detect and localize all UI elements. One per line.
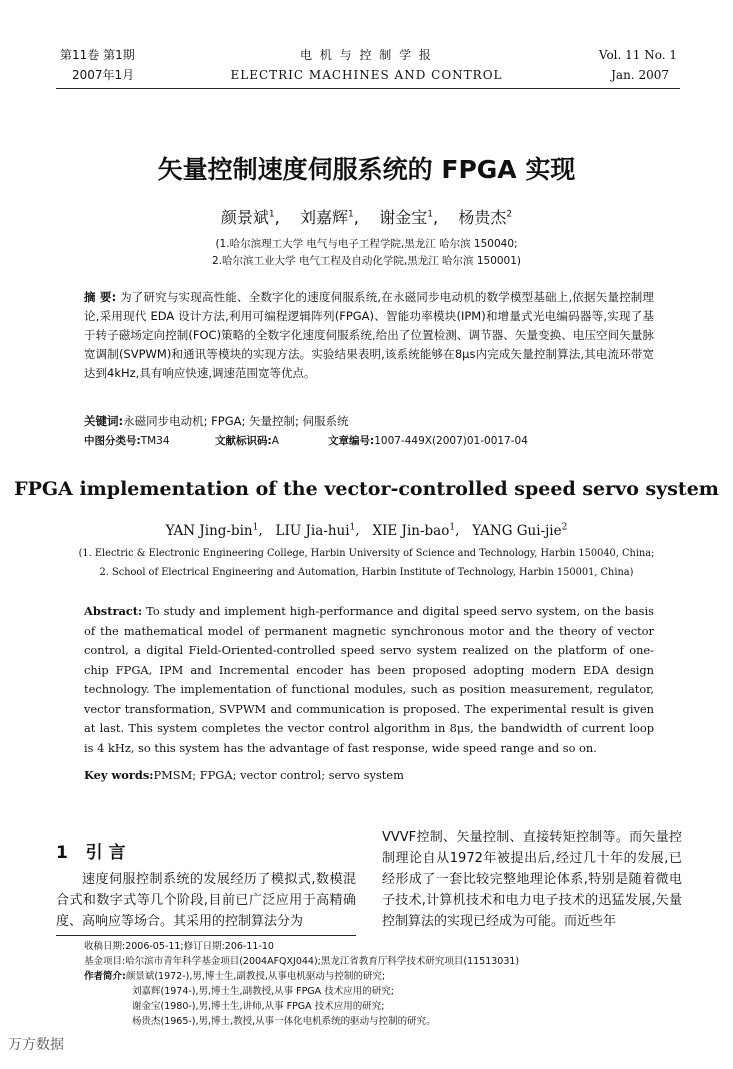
keywords-cn: 关键词:永磁同步电动机; FPGA; 矢量控制; 伺服系统 xyxy=(84,414,349,428)
author-en-4: YANG Gui-jie$^2$ xyxy=(472,522,568,539)
abstract-en-label: Abstract: xyxy=(84,604,143,618)
author-cn-3: 谢金宝$^1$ xyxy=(379,208,433,227)
journal-name-cn: 电 机 与 控 制 学 报 xyxy=(300,48,433,62)
body-text-left: 速度伺服控制系统的发展经历了模拟式,数模混合式和数字式等几个阶段,目前已广泛应用于高精确度、高响应等场合。其采用的控制算法分为 xyxy=(56,872,356,929)
section-heading: 1 引 言 xyxy=(56,843,126,863)
keywords-en: Key words:PMSM; FPGA; vector control; servo system xyxy=(84,768,404,782)
abstract-cn xyxy=(84,288,654,383)
abstract-en-text: To study and implement high-performance and digital speed servo system, on the basis of the mathematical model of permanent magnetic synchronous motor and the theory of vector control, a digital Field-Oriented-controlled speed servo system realized on the platform of one-chip FPGA, IPM and Incremental encoder has been proposed adopting modern EDA design technology. The implementation of functional modules, such as position measurement, regulator, vector transformation, SVPWM and communication is proposed. The experimental result is given at last. This system completes the vector control algorithm in 8μs, the bandwidth of current loop is 4 kHz, so this system has the advantage of fast response, wide speed range and so on. xyxy=(84,604,654,755)
abstract-cn-text: 为了研究与实现高性能、全数字化的速度伺服系统,在永磁同步电动机的数学模型基础上,依据矢量控制理论,采用现代 EDA 设计方法,利用可编程逻辑阵列(FPGA)、智能功率模块(IPM)和增量式光电编码器等,实现了基于转子磁场定向控制(FOC)策略的全数字化速度伺服系统,给出了位置检测、调节器、矢量变换、电压空间矢量脉宽调制(SVPWM)和通讯等模块的实现方法。实验结果表明,该系统能够在8μs内完成矢量控制算法,其电流环带宽达到4kHz,具有响应快速,调速范围宽等优点。 xyxy=(84,290,654,380)
paper-title-cn: 矢量控制速度伺服系统的 FPGA 实现 xyxy=(157,155,576,184)
header-rule xyxy=(56,88,680,89)
author-cn-2: 刘嘉辉$^1$ xyxy=(300,208,354,227)
journal-name-en: ELECTRIC MACHINES AND CONTROL xyxy=(230,68,503,82)
author-list-cn: 颜景斌$^1$, 刘嘉辉$^1$, 谢金宝$^1$, 杨贵杰$^2$ xyxy=(220,208,513,227)
header-date: 2007年1月 xyxy=(72,68,135,82)
author-cn-4: 杨贵杰$^2$ xyxy=(458,208,513,227)
paper-title-en: FPGA implementation of the vector-controlled speed servo system xyxy=(14,478,719,500)
watermark-logo: 万方数据 xyxy=(8,1037,64,1053)
document-code: 文献标识码:A xyxy=(215,435,279,447)
author-list-en: YAN Jing-bin$^1$, LIU Jia-hui$^1$, XIE Jin-bao$^1$, YANG Gui-jie$^2$ xyxy=(165,522,568,539)
abstract-cn-label: 摘 要: xyxy=(84,290,117,304)
footnote-received: 收稿日期:2006-05-11;修订日期:206-11-10 xyxy=(84,941,274,952)
header-volume: Vol. 11 No. 1 xyxy=(598,48,677,62)
author-en-1: YAN Jing-bin$^1$ xyxy=(165,522,259,539)
header-month: Jan. 2007 xyxy=(611,68,669,82)
classification-line: 中图分类号:TM34 xyxy=(84,435,170,447)
footnote-fund: 基金项目:哈尔滨市青年科学基金项目(2004AFQXJ044);黑龙江省教育厅科学技术研究项目(11513031) xyxy=(84,956,520,967)
footnote-rule xyxy=(56,935,356,936)
article-number: 文章编号:1007-449X(2007)01-0017-04 xyxy=(328,435,528,447)
author-en-3: XIE Jin-bao$^1$ xyxy=(372,522,456,539)
affiliation-en-2: 2. School of Electrical Engineering and Automation, Harbin Institute of Technology, Harbin 150001, China) xyxy=(99,567,634,578)
affiliation-en-1: (1. Electric & Electronic Engineering College, Harbin University of Science and Technology, Harbin 150040, China; xyxy=(78,548,655,559)
header-issue: 第11卷 第1期 xyxy=(60,48,135,62)
body-text-right: VVVF控制、矢量控制、直接转矩控制等。而矢量控制理论自从1972年被提出后,经过几十年的发展,已经形成了一套比较完整地理论体系,特别是随着微电子技术,计算机技术和电力电子技术的迅猛发展,矢量控制算法的实现已经成为可能。而近些年 xyxy=(382,830,682,929)
author-cn-1: 颜景斌$^1$ xyxy=(220,208,275,227)
abstract-en xyxy=(84,602,654,758)
author-en-2: LIU Jia-hui$^1$ xyxy=(275,522,356,539)
affiliation-cn-2: 2.哈尔滨工业大学 电气工程及自动化学院,黑龙江 哈尔滨 150001) xyxy=(211,255,522,267)
affiliation-cn-1: (1.哈尔滨理工大学 电气与电子工程学院,黑龙江 哈尔滨 150040; xyxy=(215,238,518,250)
footnote-bios: 作者简介:颜景斌(1972-),男,博士生,副教授,从事电机驱动与控制的研究; 刘嘉辉(1974-),男,博士生,副教授,从事 FPGA 技术应用的研究; 谢金宝(1980-),男,博士生,讲师,从事 FPGA 技术应用的研究; 杨贵杰(1965-),男,博士,教授,从事一体化电机系统的驱动与控制的研究。 xyxy=(84,971,436,1027)
